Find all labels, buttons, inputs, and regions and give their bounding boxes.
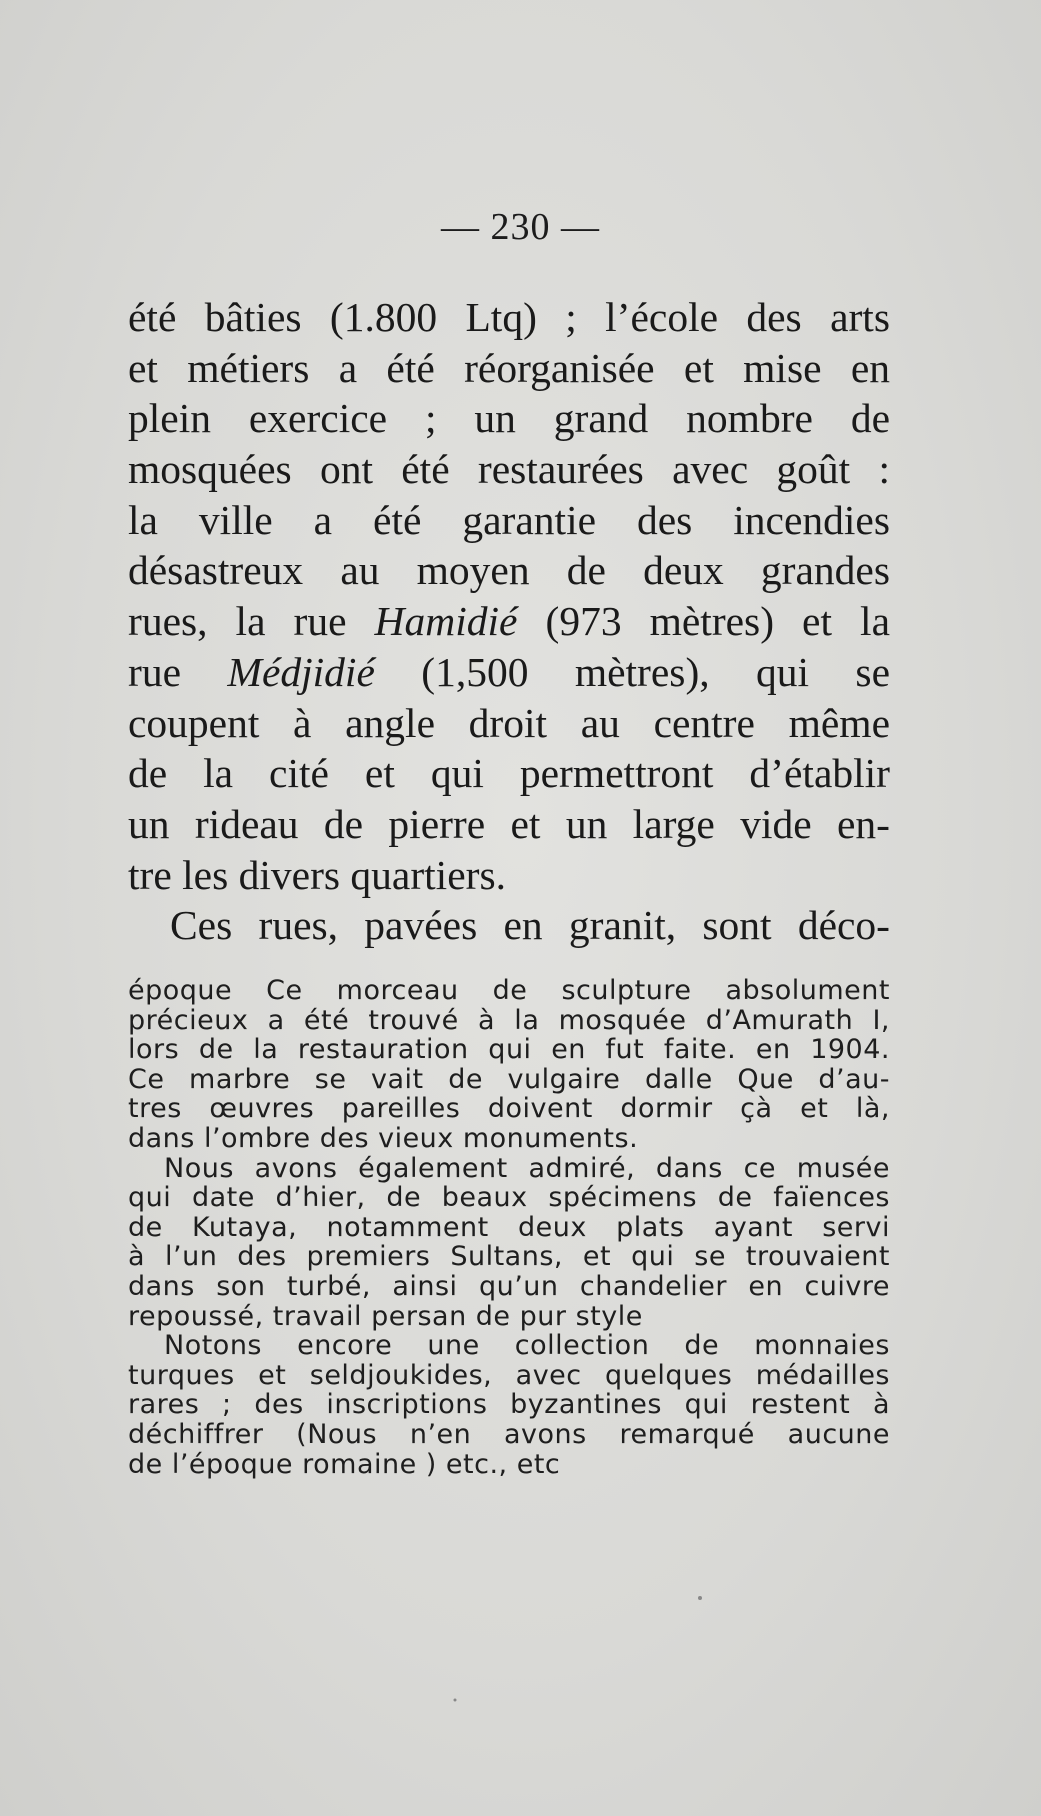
street-name-medjidie: Médjidié xyxy=(227,648,375,695)
page-number: — 230 — xyxy=(441,206,600,248)
footnote-line: tres œuvres pareilles doivent dormir çà et là, xyxy=(128,1093,890,1125)
footnote-line: dans son turbé, ainsi qu’un chandelier en cuivre xyxy=(128,1270,890,1302)
speck xyxy=(698,1596,702,1600)
footnote-line: Nous avons également admiré, dans ce musée xyxy=(164,1152,890,1184)
main-line: désastreux au moyen de deux grandes xyxy=(128,547,890,594)
main-line: de la cité et qui permettront d’établir xyxy=(128,750,890,797)
footnote-line: précieux a été trouvé à la mosquée d’Amurath I, xyxy=(128,1004,890,1036)
footnote-line: Notons encore une collection de monnaies xyxy=(164,1330,890,1362)
street-name-hamidie: Hamidié xyxy=(374,598,518,645)
main-line-pre: rues, la rue xyxy=(128,598,375,645)
main-line: Ces rues, pavées en granit, sont déco- xyxy=(170,902,890,949)
footnote-line: à l’un des premiers Sultans, et qui se trouvaient xyxy=(128,1241,890,1273)
main-line-post: (973 mètres) et la xyxy=(517,598,890,645)
footnote-line: Ce marbre se vait de vulgaire dalle Que d’au- xyxy=(128,1063,890,1095)
footnote-line: turques et seldjoukides, avec quelques médailles xyxy=(128,1359,890,1391)
footnote-line: dans l’ombre des vieux monuments. xyxy=(128,1122,639,1154)
main-line-post: (1,500 mètres), qui se xyxy=(374,648,890,695)
footnote-line: repoussé, travail persan de pur style xyxy=(128,1300,643,1332)
main-line: été bâties (1.800 Ltq) ; l’école des arts xyxy=(128,294,890,340)
footnote-line: qui date d’hier, de beaux spécimens de faïences xyxy=(128,1182,890,1214)
main-line: et métiers a été réorganisée et mise en xyxy=(128,344,890,391)
main-line: coupent à angle droit au centre même xyxy=(128,699,890,746)
main-line: tre les divers quartiers. xyxy=(128,851,506,898)
main-line: plein exercice ; un grand nombre de xyxy=(128,395,890,442)
footnote-line: déchiffrer (Nous n’en avons remarqué aucune xyxy=(128,1418,890,1450)
footnote-line: de Kutaya, notamment deux plats ayant servi xyxy=(128,1211,890,1243)
main-line: la ville a été garantie des incendies xyxy=(128,496,890,543)
speck xyxy=(454,1699,457,1702)
footnote-line: de l’époque romaine ) etc., etc xyxy=(128,1448,561,1480)
footnote-line: époque Ce morceau de sculpture absolument xyxy=(128,975,890,1006)
footnote-line: lors de la restauration qui en fut faite. en 1904. xyxy=(128,1034,890,1066)
main-line: mosquées ont été restaurées avec goût : xyxy=(128,446,890,493)
footnote-line: rares ; des inscriptions byzantines qui restent à xyxy=(128,1389,890,1421)
main-line: un rideau de pierre et un large vide en- xyxy=(128,800,890,847)
main-line-pre: rue xyxy=(128,648,228,695)
